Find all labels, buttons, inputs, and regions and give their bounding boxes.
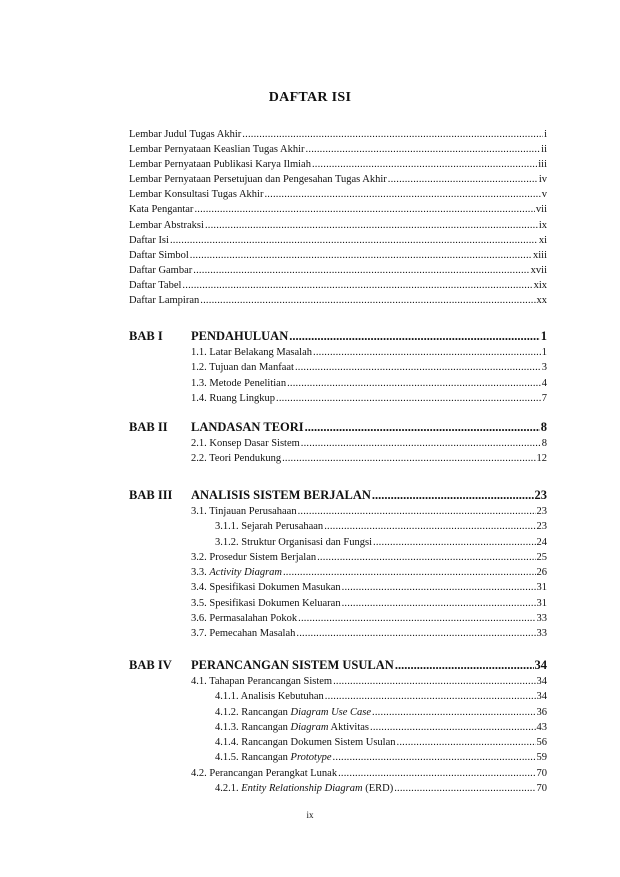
toc-section[interactable] — [191, 565, 547, 580]
chapter-page: 1 — [540, 329, 547, 343]
toc-section[interactable] — [191, 580, 547, 595]
toc-entry-label: 4.2.1. Entity Relationship Diagram (ERD) — [215, 783, 394, 795]
chapter-block — [129, 486, 547, 642]
toc-subsection[interactable] — [215, 735, 547, 750]
dot-leader — [298, 504, 536, 519]
toc-entry-label: 2.1. Konsep Dasar Sistem — [191, 438, 300, 449]
chapter-number: BAB I — [129, 329, 163, 343]
toc-entry-label: Daftar Lampiran — [129, 295, 200, 307]
toc-entry-page: 7 — [541, 392, 547, 404]
toc-entry-page: 56 — [536, 737, 547, 749]
toc-section[interactable] — [191, 626, 547, 641]
toc-entry-page: 23 — [536, 506, 547, 517]
toc-entry-label: 4.1.2. Rancangan Diagram Use Case — [215, 706, 372, 718]
toc-entry-label: 3.2. Prosedur Sistem Berjalan — [191, 551, 317, 563]
dot-leader — [301, 436, 541, 451]
toc-entry[interactable] — [129, 278, 547, 293]
page-number: ix — [306, 810, 314, 820]
dot-leader — [296, 626, 535, 641]
dot-leader — [312, 157, 537, 172]
toc-entry-page: v — [541, 189, 547, 201]
toc-entry-page: 26 — [536, 567, 547, 579]
toc-entry-page: 70 — [536, 767, 547, 779]
page-title: DAFTAR ISI — [268, 90, 352, 105]
toc-section[interactable] — [191, 550, 547, 565]
toc-section[interactable] — [191, 360, 547, 375]
toc-entry-label: Lembar Pernyataan Persetujuan dan Pengesahan Tugas Akhir — [129, 174, 387, 186]
toc-entry-page: 8 — [541, 438, 547, 449]
dot-leader — [342, 596, 536, 611]
dot-leader — [317, 550, 535, 565]
toc-entry-label: Lembar Pernyataan Keaslian Tugas Akhir — [129, 144, 305, 156]
toc-entry-label: 3.6. Permasalahan Pokok — [191, 613, 298, 625]
chapter-heading[interactable] — [129, 486, 547, 504]
toc-section[interactable] — [191, 345, 547, 360]
toc-subsection[interactable] — [215, 750, 547, 765]
toc-entry-page: iii — [538, 159, 547, 171]
toc-entry-page: 59 — [536, 752, 547, 764]
dot-leader — [200, 293, 535, 308]
preliminary-list — [129, 127, 547, 308]
dot-leader — [264, 187, 540, 202]
dot-leader — [276, 391, 541, 406]
toc-entry-page: 70 — [536, 783, 547, 795]
dot-leader — [242, 127, 543, 142]
dot-leader — [282, 451, 535, 466]
chapter-title: PERANCANGAN SISTEM USULAN — [191, 658, 394, 672]
dot-leader — [325, 689, 536, 704]
dot-leader — [298, 611, 535, 626]
toc-entry-label: 1.1. Latar Belakang Masalah — [191, 347, 312, 358]
dot-leader — [182, 278, 532, 293]
toc-entry-label: Lembar Judul Tugas Akhir — [129, 129, 242, 140]
dot-leader — [305, 418, 540, 436]
dot-leader — [205, 218, 538, 233]
chapter-page: 34 — [534, 658, 547, 672]
dot-leader — [333, 750, 536, 765]
toc-entry-label: 3.7. Pemecahan Masalah — [191, 628, 296, 640]
toc-entry-page: ii — [541, 144, 547, 156]
toc-entry-page: 12 — [536, 453, 547, 465]
dot-leader — [313, 345, 541, 360]
toc-entry[interactable] — [129, 233, 547, 248]
toc-entry-page: 1 — [541, 347, 547, 358]
toc-entry-page: 34 — [536, 676, 547, 687]
dot-leader — [338, 766, 535, 781]
toc-entry-page: 31 — [536, 582, 547, 594]
chapter-block — [129, 656, 547, 796]
toc-section[interactable] — [191, 674, 547, 689]
toc-subsection[interactable] — [215, 519, 547, 534]
toc-entry-page: 31 — [536, 597, 547, 609]
chapter-block — [129, 327, 547, 406]
toc-section[interactable] — [191, 596, 547, 611]
toc-entry-label: Lembar Pernyataan Publikasi Karya Ilmiah — [129, 159, 311, 171]
chapter-block — [129, 418, 547, 467]
toc-entry[interactable] — [129, 202, 547, 217]
toc-entry[interactable] — [129, 157, 547, 172]
toc-entry-label: 3.1.1. Sejarah Perusahaan — [215, 521, 324, 533]
toc-entry-label: 1.4. Ruang Lingkup — [191, 392, 275, 404]
chapter-page: 23 — [534, 488, 547, 502]
toc-entry-page: 33 — [536, 613, 547, 625]
dot-leader — [397, 735, 536, 750]
dot-leader — [289, 327, 540, 345]
chapter-heading[interactable] — [129, 327, 547, 345]
toc-entry[interactable] — [129, 293, 547, 308]
toc-entry[interactable] — [129, 172, 547, 187]
dot-leader — [388, 172, 538, 187]
chapter-title: ANALISIS SISTEM BERJALAN — [191, 488, 371, 502]
toc-entry[interactable] — [129, 142, 547, 157]
toc-subsection[interactable] — [215, 720, 547, 735]
toc-entry-label: 4.1.5. Rancangan Prototype — [215, 752, 332, 764]
toc-entry-label: 4.1.3. Rancangan Diagram Aktivitas — [215, 721, 369, 733]
toc-entry-label: 4.1.4. Rancangan Dokumen Sistem Usulan — [215, 737, 396, 749]
toc-entry-page: 25 — [536, 551, 547, 563]
toc-entry-label: 4.1.1. Analisis Kebutuhan — [215, 691, 324, 703]
toc-section[interactable] — [191, 436, 547, 451]
chapter-number: BAB IV — [129, 658, 172, 672]
toc-entry-page: xx — [536, 295, 547, 307]
dot-leader — [333, 674, 535, 689]
toc-entry-label: Daftar Tabel — [129, 279, 182, 291]
toc-entry-page: xi — [538, 234, 547, 246]
toc-entry[interactable] — [129, 263, 547, 278]
toc-entry-page: 36 — [536, 706, 547, 718]
chapter-number: BAB II — [129, 420, 168, 434]
toc-section[interactable] — [191, 376, 547, 391]
toc-entry-page: i — [544, 129, 547, 140]
toc-entry-page: ix — [538, 219, 547, 231]
toc-section[interactable] — [191, 451, 547, 466]
toc-entry-label: Daftar Gambar — [129, 264, 193, 276]
dot-leader — [372, 705, 535, 720]
toc-section[interactable] — [191, 766, 547, 781]
toc-subsection[interactable] — [215, 535, 547, 550]
dot-leader — [395, 656, 534, 674]
dot-leader — [190, 248, 532, 263]
chapter-number: BAB III — [129, 488, 173, 502]
dot-leader — [342, 580, 536, 595]
toc-subsection[interactable] — [215, 781, 547, 796]
chapter-title: PENDAHULUAN — [191, 329, 289, 343]
toc-entry-label: 3.4. Spesifikasi Dokumen Masukan — [191, 582, 341, 594]
chapter-title: LANDASAN TEORI — [191, 420, 304, 434]
toc-entry-page: vii — [535, 204, 547, 216]
chapter-heading[interactable] — [129, 656, 547, 674]
dot-leader — [324, 519, 535, 534]
toc-subsection[interactable] — [215, 689, 547, 704]
toc-entry-label: 1.2. Tujuan dan Manfaat — [191, 362, 294, 374]
toc-entry-label: Kata Pengantar — [129, 204, 194, 216]
toc-entry-label: 3.1. Tinjauan Perusahaan — [191, 506, 297, 517]
toc-entry[interactable] — [129, 187, 547, 202]
dot-leader — [194, 202, 534, 217]
toc-section[interactable] — [191, 611, 547, 626]
toc-entry-page: xvii — [530, 264, 547, 276]
toc-subsection[interactable] — [215, 705, 547, 720]
toc-entry-label: 2.2. Teori Pendukung — [191, 453, 282, 465]
toc-entry-page: 33 — [536, 628, 547, 640]
toc-entry-page: 3 — [541, 362, 547, 374]
toc-entry-label: Daftar Simbol — [129, 249, 189, 261]
toc-entry-label: 3.1.2. Struktur Organisasi dan Fungsi — [215, 536, 373, 548]
toc-entry-page: 34 — [536, 691, 547, 703]
toc-entry-page: 24 — [536, 536, 547, 548]
toc-entry-page: iv — [538, 174, 547, 186]
toc-entry-page: xix — [533, 279, 547, 291]
toc-entry-page: xiii — [532, 249, 547, 261]
toc-entry-page: 43 — [536, 721, 547, 733]
toc-entry-label: 3.3. Activity Diagram — [191, 567, 282, 579]
toc-entry-page: 23 — [536, 521, 547, 533]
dot-leader — [170, 233, 538, 248]
toc-entry-label: Lembar Abstraksi — [129, 219, 204, 231]
dot-leader — [193, 263, 529, 278]
toc-entry-label: 1.3. Metode Penelitian — [191, 377, 287, 389]
chapter-heading[interactable] — [129, 418, 547, 436]
toc-entry[interactable] — [129, 218, 547, 233]
toc-entry[interactable] — [129, 248, 547, 263]
dot-leader — [295, 360, 541, 375]
dot-leader — [306, 142, 541, 157]
toc-entry-label: 4.2. Perancangan Perangkat Lunak — [191, 767, 338, 779]
toc-entry-label: Lembar Konsultasi Tugas Akhir — [129, 189, 264, 201]
toc-entry[interactable] — [129, 127, 547, 142]
dot-leader — [370, 720, 536, 735]
chapter-page: 8 — [540, 420, 547, 434]
dot-leader — [283, 565, 536, 580]
toc-section[interactable] — [191, 504, 547, 519]
toc-entry-page: 4 — [541, 377, 547, 389]
dot-leader — [394, 781, 535, 796]
toc-entry-label: Daftar Isi — [129, 234, 169, 246]
dot-leader — [372, 486, 534, 504]
toc-entry-label: 4.1. Tahapan Perancangan Sistem — [191, 676, 333, 687]
toc-entry-label: 3.5. Spesifikasi Dokumen Keluaran — [191, 597, 341, 609]
toc-section[interactable] — [191, 391, 547, 406]
dot-leader — [287, 376, 541, 391]
dot-leader — [373, 535, 535, 550]
